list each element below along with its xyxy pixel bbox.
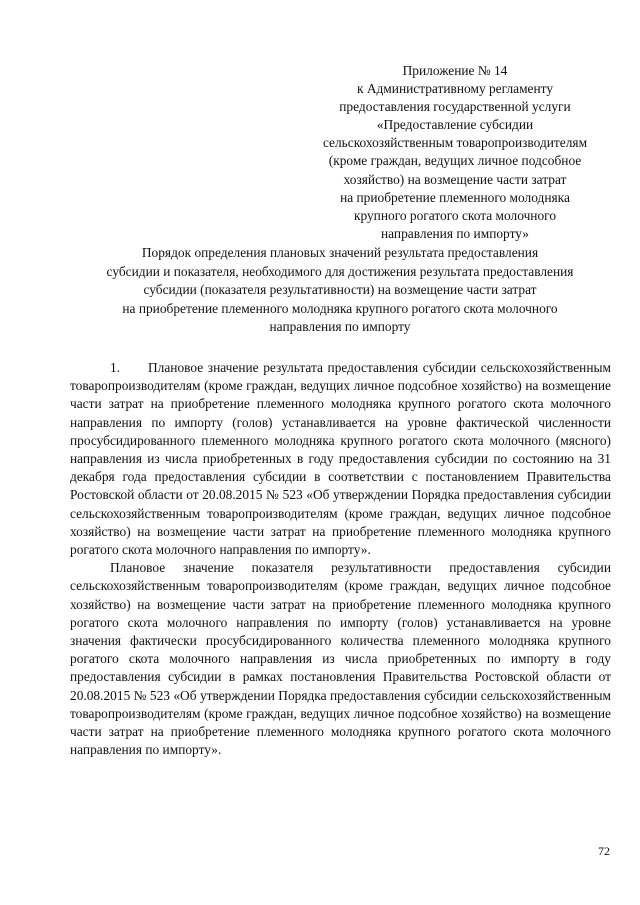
appendix-line: «Предоставление субсидии <box>376 117 534 133</box>
appendix-header <box>300 62 610 243</box>
appendix-line: Приложение № 14 <box>402 63 508 78</box>
appendix-line: крупного рогатого скота молочного <box>353 207 557 223</box>
paragraph-text: Плановое значение результата предоставления субсидии сельскохозяйственным товаропроизводителям (кроме граждан, ведущих личное подсобное хозяйство) на возмещение части затрат на приобретение племенного молодняка крупного рогатого скота молочного направления по импорту (голов) устанавливается на уровне фактической численности просубсидированного племенного молодняка крупного рогатого скота молочного (мясного) направления из числа приобретенных в году предоставления субсидии по состоянию на 31 декабря года предоставления субсидии в соответствии с постановлением Правительства Ростовской области от 20.08.2015 № 523 «Об утверждении Порядка предоставления субсидии сельскохозяйственным товаропроизводителям (кроме граждан, ведущих личное подсобное хозяйство) на возмещение части затрат на приобретение племенного молодняка крупного рогатого скота молочного направления по импорту». <box>70 360 611 558</box>
appendix-line: направления по импорту» <box>381 225 529 241</box>
title-line: Порядок определения плановых значений результата предоставления <box>141 245 539 260</box>
appendix-line: к Административному регламенту <box>356 81 554 97</box>
appendix-line: (кроме граждан, ведущих личное подсобное <box>328 153 582 169</box>
document-title <box>62 244 618 337</box>
title-line: на приобретение племенного молодняка крупного рогатого скота молочного <box>122 300 558 316</box>
title-line: субсидии (показателя результативности) на возмещение части затрат <box>143 282 537 297</box>
paragraph-number: 1. <box>110 360 121 375</box>
paragraph-text: Плановое значение показателя результативности предоставления субсидии сельскохозяйственным товаропроизводителям (кроме граждан, ведущих личное подсобное хозяйство) на возмещение части затрат на приобретение племенного молодняка крупного рогатого скота молочного направления по импорту (голов) устанавливается на уровне значения фактически просубсидированного количества племенного молодняка крупного рогатого скота молочного направления из числа приобретенных по импорту в году предоставления субсидии в рамках постановления Правительства Ростовской области от 20.08.2015 № 523 «Об утверждении Порядка предоставления субсидии сельскохозяйственным товаропроизводителям (кроме граждан, ведущих личное подсобное хозяйство) на возмещение части затрат на приобретение племенного молодняка крупного рогатого скота молочного направления по импорту». <box>70 560 611 758</box>
title-line: направления по импорту <box>269 319 411 334</box>
appendix-line: предоставления государственной услуги <box>339 99 571 115</box>
paragraph-1 <box>70 359 611 559</box>
appendix-line: сельскохозяйственным товаропроизводителям <box>322 135 588 151</box>
document-body <box>70 359 611 759</box>
title-line: субсидии и показателя, необходимого для достижения результата предоставления <box>106 263 574 279</box>
appendix-line: на приобретение племенного молодняка <box>340 189 570 205</box>
appendix-line: хозяйство) на возмещение части затрат <box>343 171 567 187</box>
paragraph-2 <box>70 559 611 759</box>
page-number: 72 <box>598 844 610 858</box>
